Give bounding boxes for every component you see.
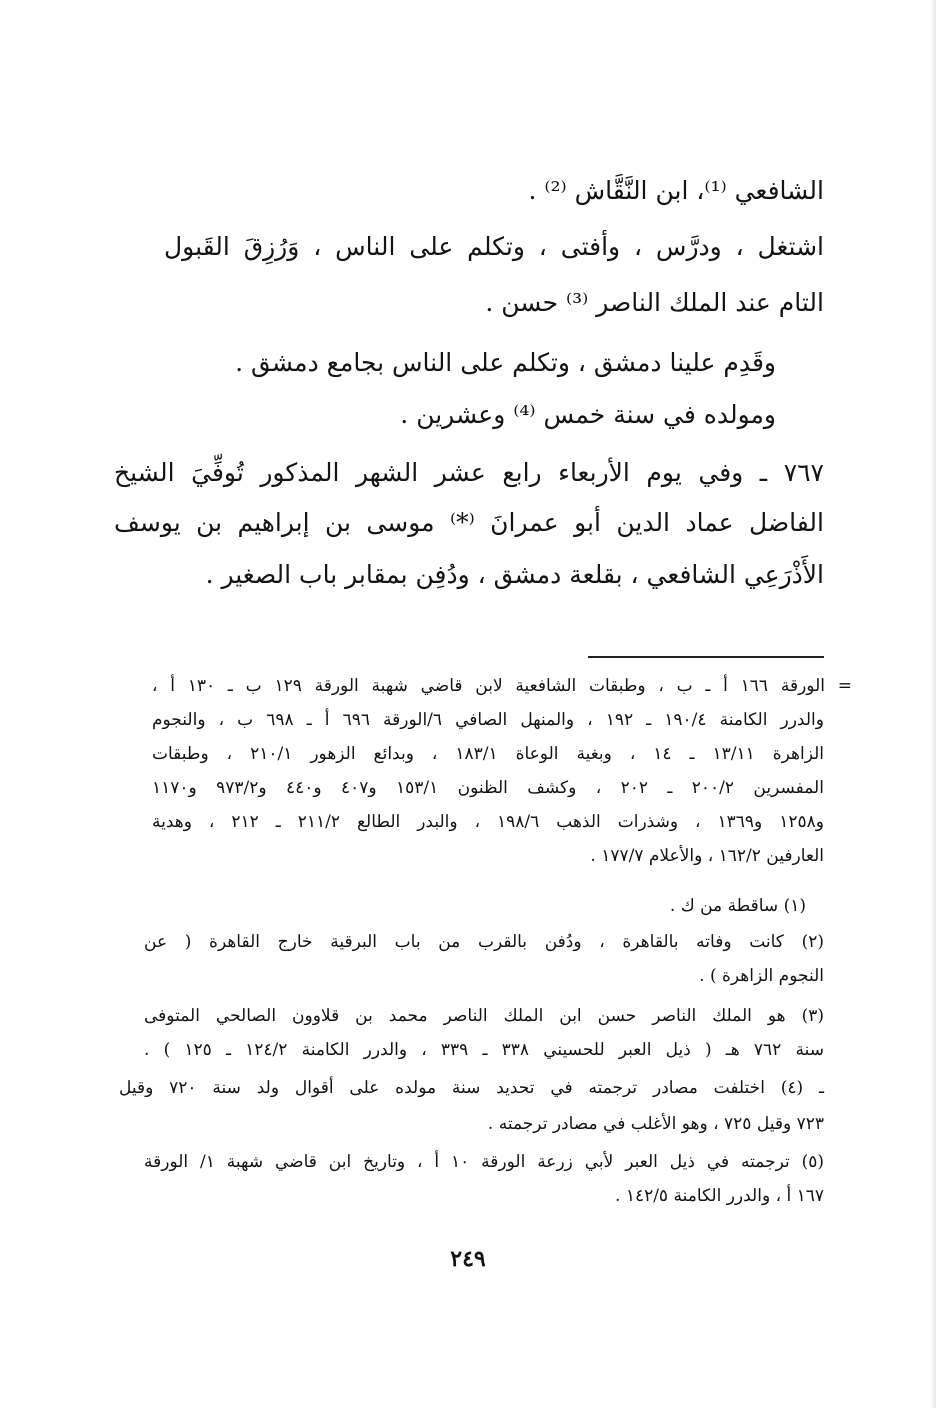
- footnote-4-line-1: ـ (٤) اختلفت مصادر ترجمته في تحديد سنة مولده على أقوال ولد سنة ٧٢٠ وقيل: [119, 1078, 824, 1098]
- footnote-2-line-2: النجوم الزاهرة ) .: [699, 966, 824, 986]
- main-line-3: التام عند الملك الناصر ⁽³⁾ حسن .: [485, 288, 824, 317]
- footnote-line-4: المفسرين ٢٠٠/٢ ـ ٢٠٢ ، وكشف الظنون ١٥٣/١ و٤٠٧ و٤٤٠ و٩٧٣/٢ و١١٧٠: [152, 778, 824, 798]
- main-line-1: الشافعي ⁽¹⁾، ابن النَّقَّاش ⁽²⁾ .: [528, 176, 824, 205]
- page-number: ٢٤٩: [450, 1246, 486, 1272]
- footnote-line-3: الزاهرة ١٣/١١ ـ ١٤ ، وبغية الوعاة ١٨٣/١ ، وبدائع الزهور ٢١٠/١ ، وطبقات: [152, 744, 824, 764]
- main-line-8: الأَذْرَعِي الشافعي ، بقلعة دمشق ، ودُفِن بمقابر باب الصغير .: [205, 560, 824, 589]
- footnote-separator: [588, 656, 824, 658]
- main-line-5: ومولده في سنة خمس ⁽⁴⁾ وعشرين .: [400, 400, 776, 429]
- main-line-4: وقَدِم علينا دمشق ، وتكلم على الناس بجامع دمشق .: [235, 348, 776, 377]
- footnote-1: (١) ساقطة من ك .: [669, 896, 806, 916]
- footnote-line-6: العارفين ١٦٢/٢ ، والأعلام ١٧٧/٧ .: [590, 846, 824, 866]
- main-line-6: ٧٦٧ ـ وفي يوم الأربعاء رابع عشر الشهر المذكور تُوفِّيَ الشيخ: [114, 458, 824, 487]
- main-line-7: الفاضل عماد الدين أبو عمرانَ ⁽*⁾ موسى بن إبراهيم بن يوسف: [114, 508, 824, 537]
- footnote-line-1: = الورقة ١٦٦ أ ـ ب ، وطبقات الشافعية لابن قاضي شهبة الورقة ١٢٩ ب ـ ١٣٠ أ ،: [152, 676, 852, 696]
- main-line-2: اشتغل ، ودرَّس ، وأفتى ، وتكلم على الناس ، وَرُزِقَ القَبول: [164, 232, 824, 261]
- footnote-5-line-1: (٥) ترجمته في ذيل العبر لأبي زرعة الورقة ١٠ أ ، وتاريخ ابن قاضي شهبة ١/ الورقة: [144, 1152, 824, 1172]
- footnote-line-5: و١٢٥٨ و١٣٦٩ ، وشذرات الذهب ١٩٨/٦ ، والبدر الطالع ٢١١/٢ ـ ٢١٢ ، وهدية: [152, 812, 824, 832]
- footnote-3-line-1: (٣) هو الملك الناصر حسن ابن الملك الناصر محمد بن قلاوون الصالحي المتوفى: [144, 1006, 824, 1026]
- scan-edge-shadow: [930, 0, 936, 1408]
- footnote-2-line-1: (٢) كانت وفاته بالقاهرة ، ودُفن بالقرب من باب البرقية خارج القاهرة ( عن: [144, 932, 824, 952]
- footnote-4-line-2: ٧٢٣ وقيل ٧٢٥ ، وهو الأغلب في مصادر ترجمته .: [487, 1114, 824, 1134]
- footnote-line-2: والدرر الكامنة ١٩٠/٤ ـ ١٩٢ ، والمنهل الصافي ٦/الورقة ٦٩٦ أ ـ ٦٩٨ ب ، والنجوم: [152, 710, 824, 730]
- footnote-5-line-2: ١٦٧ أ ، والدرر الكامنة ١٤٢/٥ .: [615, 1186, 824, 1206]
- footnote-3-line-2: سنة ٧٦٢ هـ ( ذيل العبر للحسيني ٣٣٨ ـ ٣٣٩ ، والدرر الكامنة ١٢٤/٢ ـ ١٢٥ ) .: [144, 1040, 824, 1060]
